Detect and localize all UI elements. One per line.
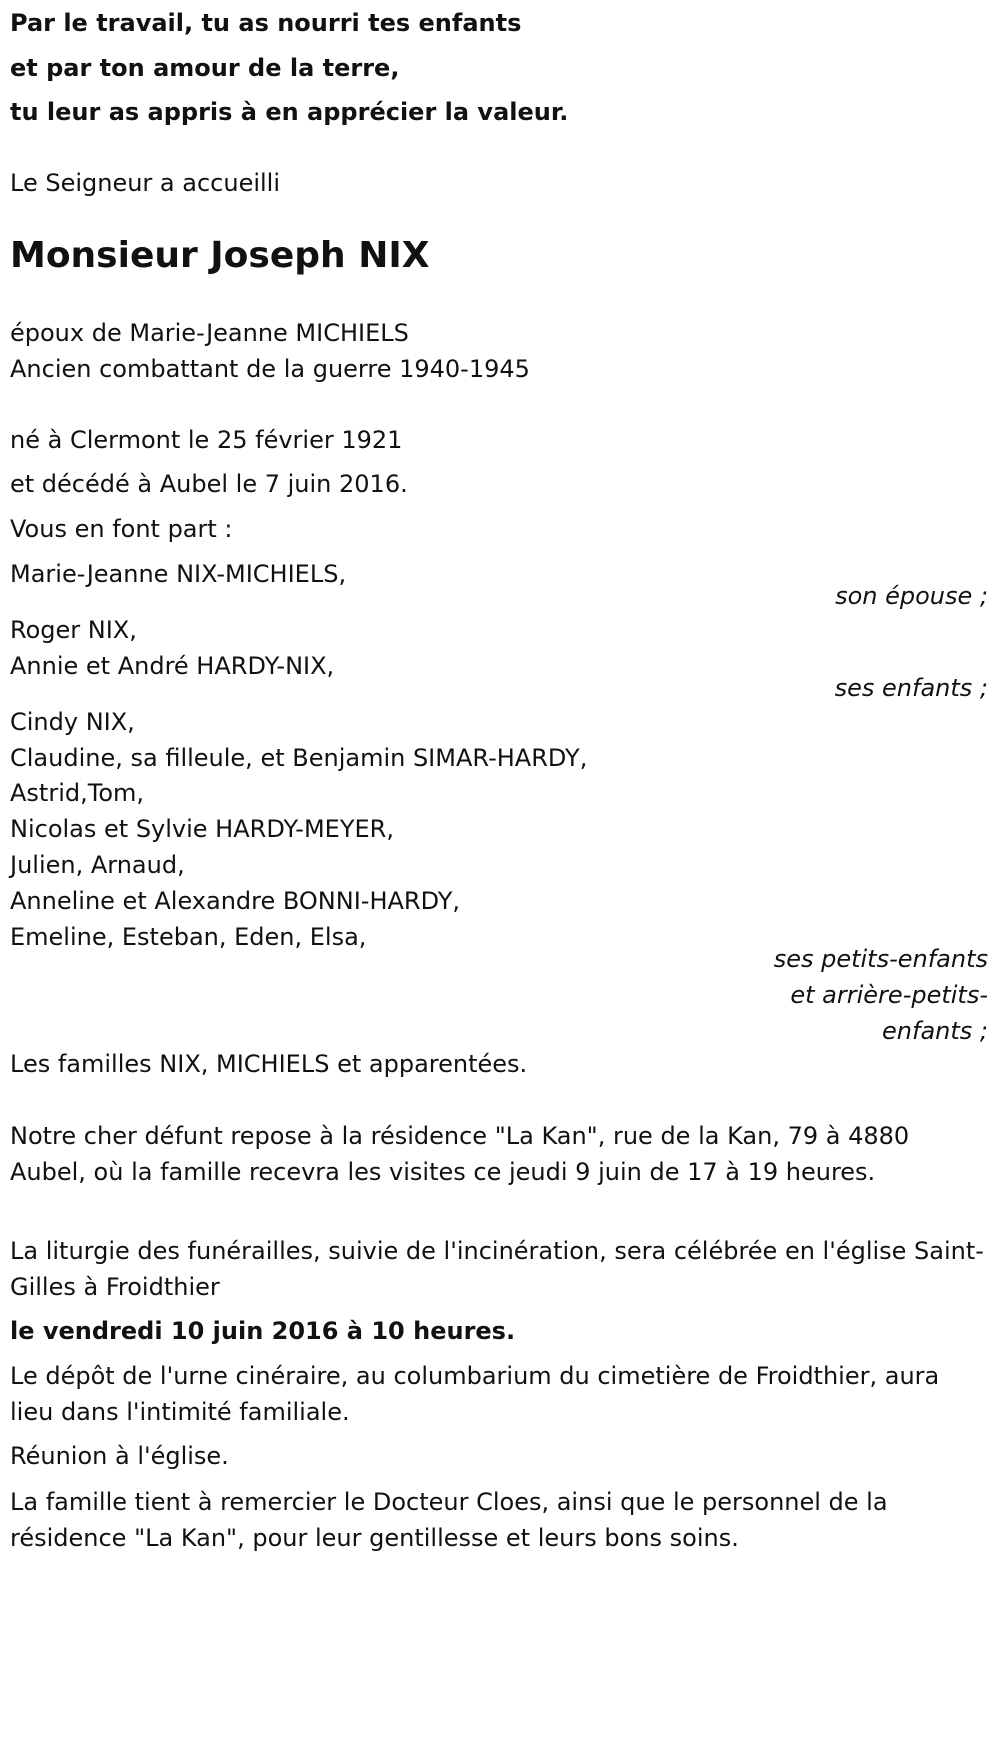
epigraph-line-2: et par ton amour de la terre, xyxy=(10,54,400,82)
family-name: Marie-Jeanne NIX-MICHIELS, xyxy=(10,560,347,588)
deceased-name: Monsieur Joseph NIX xyxy=(10,235,430,276)
intro-text: Le Seigneur a accueilli xyxy=(10,169,281,197)
epigraph-line-1: Par le travail, tu as nourri tes enfants xyxy=(10,9,522,37)
birth-info: né à Clermont le 25 février 1921 xyxy=(10,426,403,454)
family-role-spouse: son épouse ; xyxy=(835,582,988,610)
family-name: Anneline et Alexandre BONNI-HARDY, xyxy=(10,887,461,915)
liturgy-paragraph: La liturgie des funérailles, suivie de l'incinération, sera célébrée en l'église Saint-Gilles à Froidthier xyxy=(10,1237,984,1301)
thanks-paragraph: La famille tient à remercier le Docteur Cloes, ainsi que le personnel de la résidence "La Kan", pour leur gentillesse et leurs bons soins. xyxy=(10,1488,888,1552)
spouse-title: époux de Marie-Jeanne MICHIELS xyxy=(10,319,409,347)
family-name: Annie et André HARDY-NIX, xyxy=(10,652,335,680)
announce-text: Vous en font part : xyxy=(10,515,233,543)
death-info: et décédé à Aubel le 7 juin 2016. xyxy=(10,470,408,498)
family-role-grandchildren-3: enfants ; xyxy=(882,1017,988,1045)
family-name: Claudine, sa filleule, et Benjamin SIMAR-HARDY, xyxy=(10,744,588,772)
family-role-children: ses enfants ; xyxy=(834,674,988,702)
family-name: Emeline, Esteban, Eden, Elsa, xyxy=(10,923,367,951)
repose-paragraph: Notre cher défunt repose à la résidence "La Kan", rue de la Kan, 79 à 4880 Aubel, où la famille recevra les visites ce jeudi 9 juin de 17 à 19 heures. xyxy=(10,1122,910,1186)
family-name: Astrid,Tom, xyxy=(10,779,145,807)
epigraph-line-3: tu leur as appris à en apprécier la valeur. xyxy=(10,98,569,126)
family-role-grandchildren-1: ses petits-enfants xyxy=(773,945,988,973)
veteran-title: Ancien combattant de la guerre 1940-1945 xyxy=(10,355,530,383)
ceremony-date: le vendredi 10 juin 2016 à 10 heures. xyxy=(10,1317,516,1345)
urn-paragraph: Le dépôt de l'urne cinéraire, au columbarium du cimetière de Froidthier, aura lieu dans l'intimité familiale. xyxy=(10,1362,940,1426)
reunion-text: Réunion à l'église. xyxy=(10,1442,229,1470)
family-name: Cindy NIX, xyxy=(10,708,135,736)
family-role-grandchildren-2: et arrière-petits- xyxy=(790,981,988,1009)
family-name: Nicolas et Sylvie HARDY-MEYER, xyxy=(10,815,394,843)
family-name: Julien, Arnaud, xyxy=(10,851,185,879)
family-name: Roger NIX, xyxy=(10,616,137,644)
other-families: Les familles NIX, MICHIELS et apparentées. xyxy=(10,1050,528,1078)
